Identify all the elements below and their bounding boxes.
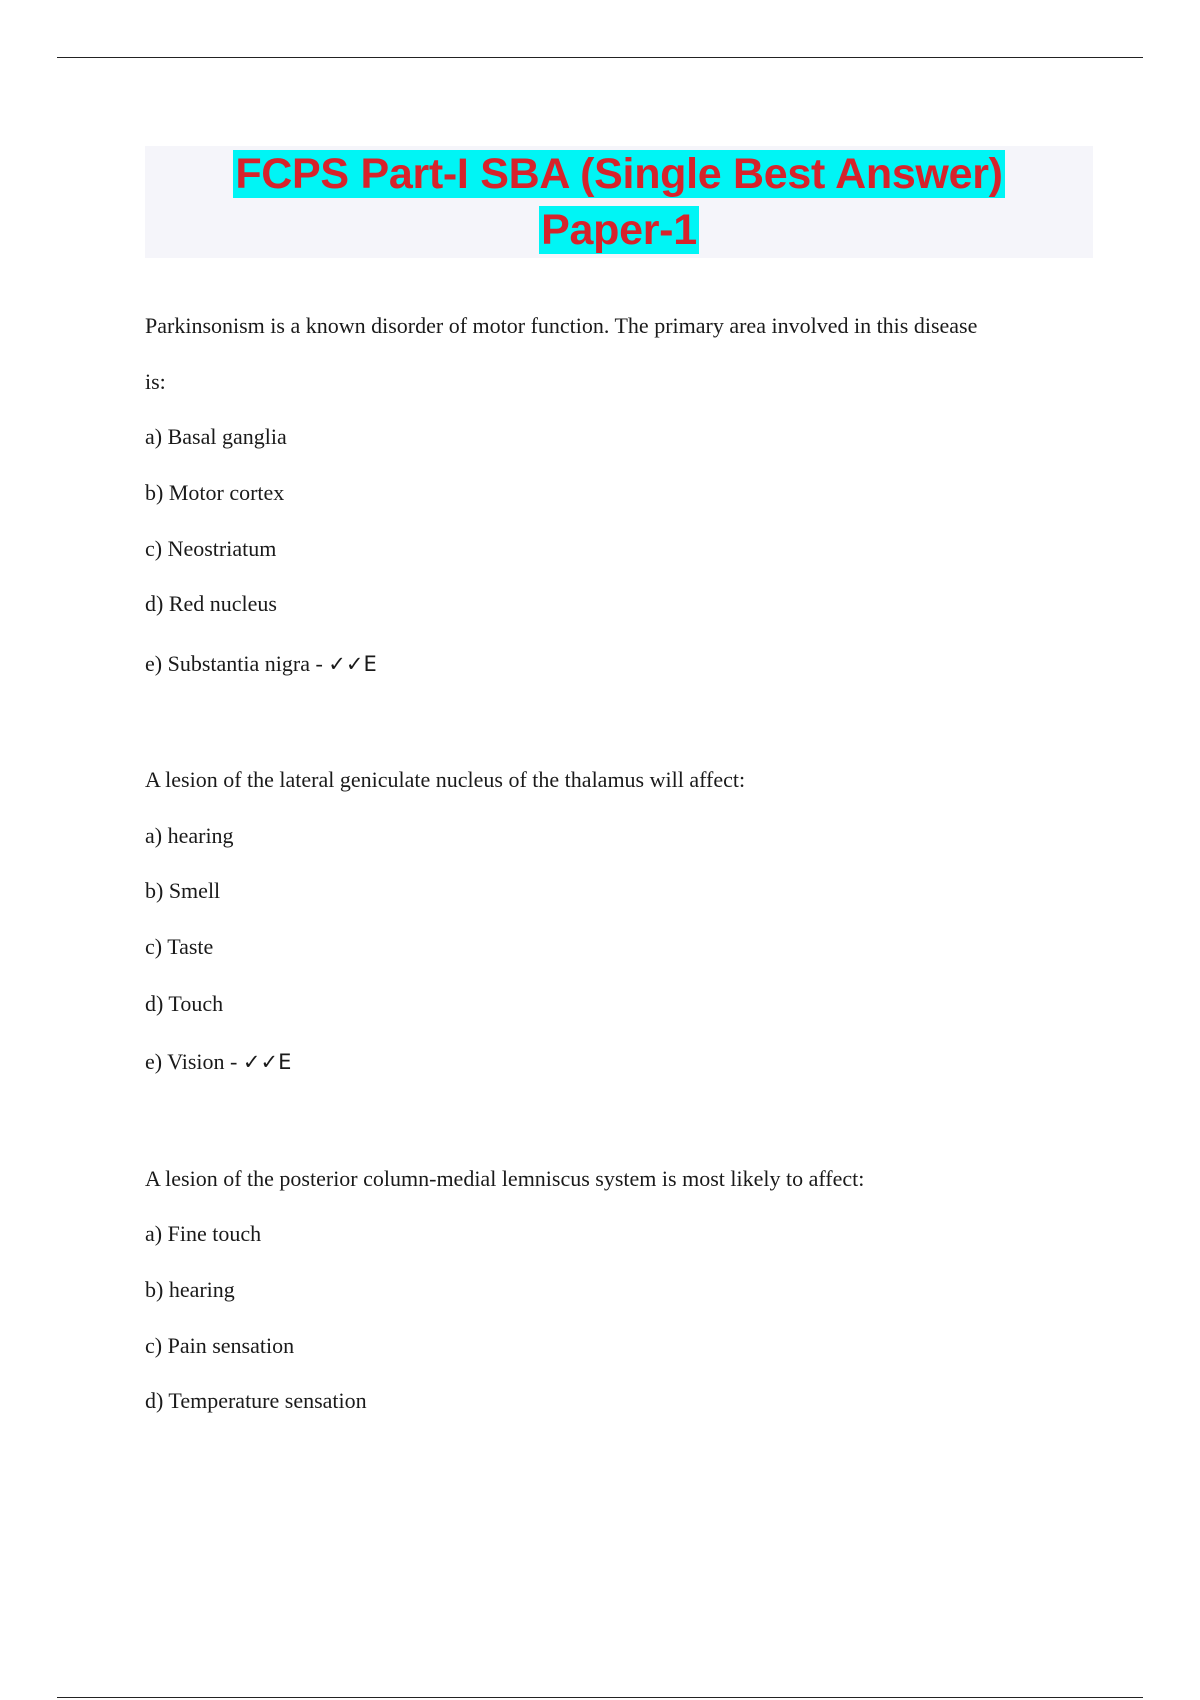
question-1-option-b: b) Motor cortex (145, 480, 285, 505)
question-2-option-d: d) Touch (145, 991, 224, 1016)
question-1-option-e-text: e) Substantia nigra - (145, 651, 329, 676)
page-title-line-2: Paper-1 (541, 206, 697, 254)
question-1-stem-line-2: is: (145, 369, 166, 394)
question-2-option-a: a) hearing (145, 823, 234, 848)
question-3-option-d: d) Temperature sensation (145, 1388, 367, 1413)
question-3-option-a: a) Fine touch (145, 1221, 262, 1246)
question-1-option-c: c) Neostriatum (145, 536, 277, 561)
bottom-rule (57, 1697, 1143, 1698)
top-rule (57, 57, 1143, 58)
question-2-option-b: b) Smell (145, 878, 221, 903)
correct-answer-check-icon: ✓✓E (328, 652, 377, 676)
title-box (145, 146, 1093, 258)
question-1-option-d: d) Red nucleus (145, 591, 277, 616)
question-2-option-e (145, 1048, 291, 1076)
correct-answer-check-icon: ✓✓E (242, 1050, 292, 1074)
question-1-option-e (145, 650, 377, 678)
question-3-option-c: c) Pain sensation (145, 1333, 295, 1358)
question-1-stem-line-1: Parkinsonism is a known disorder of motor function. The primary area involved in this disease (145, 313, 978, 338)
question-2-stem-line-1: A lesion of the lateral geniculate nucleus of the thalamus will affect: (145, 767, 746, 792)
question-1-option-a: a) Basal ganglia (145, 424, 287, 449)
question-2-option-c: c) Taste (145, 934, 214, 959)
question-3-stem-line-1: A lesion of the posterior column-medial lemniscus system is most likely to affect: (145, 1166, 865, 1191)
question-3-option-b: b) hearing (145, 1277, 235, 1302)
page-title-line-1: FCPS Part-I SBA (Single Best Answer) (235, 150, 1003, 198)
question-2-option-e-text: e) Vision - (145, 1049, 243, 1074)
